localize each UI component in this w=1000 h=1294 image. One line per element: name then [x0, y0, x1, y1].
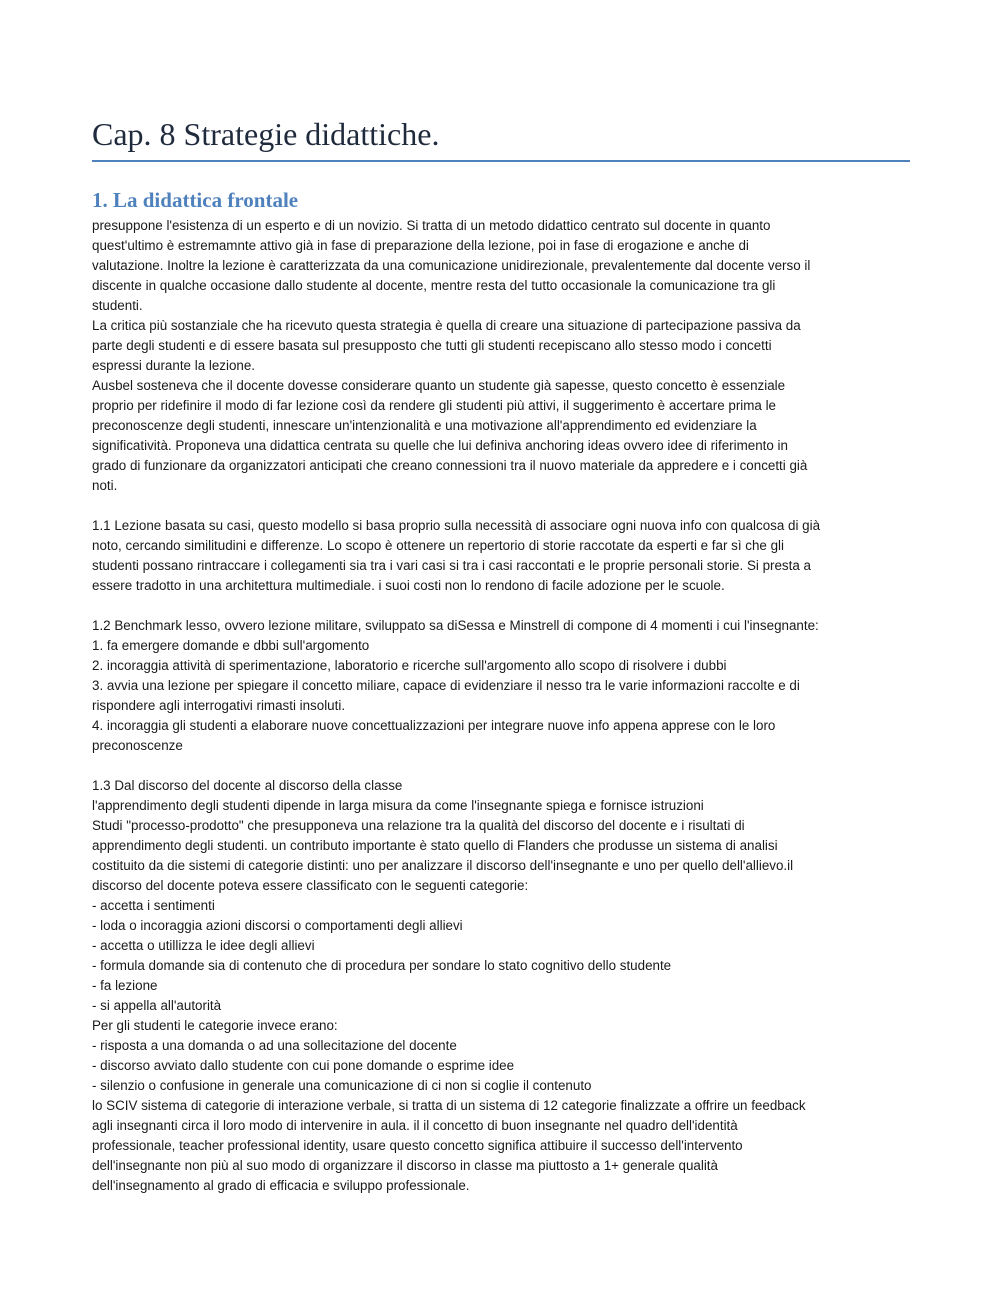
- text-line: - risposta a una domanda o ad una sollecitazione del docente: [92, 1038, 457, 1053]
- text-line: - loda o incoraggia azioni discorsi o comportamenti degli allievi: [92, 918, 463, 933]
- text-line: - accetta o utillizza le idee degli allievi: [92, 938, 315, 953]
- text-line: preconoscenze degli studenti, innescare un'intenzionalità e una motivazione all'apprendimento ed evidenziare la: [92, 418, 757, 433]
- text-line: - si appella all'autorità: [92, 998, 222, 1013]
- text-line: preconoscenze: [92, 738, 183, 753]
- text-line: lo SCIV sistema di categorie di interazione verbale, si tratta di un sistema di 12 categorie finalizzate a offrire un feedback: [92, 1098, 806, 1113]
- text-line: Studi "processo-prodotto" che presupponeva una relazione tra la qualità del discorso del docente e i risultati di: [92, 818, 745, 833]
- text-line: parte degli studenti e di essere basata sul presupposto che tutti gli studenti recepiscano allo stesso modo i concetti: [92, 338, 772, 353]
- section-title: 1. La didattica frontale: [92, 188, 299, 212]
- document-page: [92, 112, 910, 1196]
- text-line: studenti.: [92, 298, 143, 313]
- text-line: - discorso avviato dallo studente con cui pone domande o esprime idee: [92, 1058, 515, 1073]
- text-line: quest'ultimo è estremamnte attivo già in fase di preparazione della lezione, poi in fase di erogazione e anche di: [92, 238, 749, 253]
- text-line: La critica più sostanziale che ha ricevuto questa strategia è quella di creare una situazione di partecipazione passiva da: [92, 318, 801, 333]
- text-line: l'apprendimento degli studenti dipende in larga misura da come l'insegnante spiega e fornisce istruzioni: [92, 798, 704, 813]
- text-line: - formula domande sia di contenuto che di procedura per sondare lo stato cognitivo dello studente: [92, 958, 672, 973]
- text-line: 1. fa emergere domande e dbbi sull'argomento: [92, 638, 370, 653]
- blank-line: [92, 496, 910, 516]
- text-line: 1.2 Benchmark lesso, ovvero lezione militare, sviluppato sa diSessa e Minstrell di compone di 4 momenti i cui l'insegnante:: [92, 618, 819, 633]
- text-line: significatività. Proponeva una didattica centrata su quelle che lui definiva anchoring ideas ovvero idee di riferimento in: [92, 438, 788, 453]
- text-line: dell'insegnante non più al suo modo di organizzare il discorso in classe ma piuttosto a 1+ generale qualità: [92, 1158, 718, 1173]
- text-line: 3. avvia una lezione per spiegare il concetto miliare, capace di evidenziare il nesso tra le varie informazioni raccolte e di: [92, 678, 800, 693]
- text-line: 1.3 Dal discorso del docente al discorso della classe: [92, 778, 403, 793]
- text-line: - fa lezione: [92, 978, 158, 993]
- body-text: [92, 216, 910, 1196]
- blank-line: [92, 756, 910, 776]
- text-line: apprendimento degli studenti. un contributo importante è stato quello di Flanders che produsse un sistema di analisi: [92, 838, 778, 853]
- text-line: presuppone l'esistenza di un esperto e di un novizio. Si tratta di un metodo didattico centrato sul docente in quanto: [92, 218, 771, 233]
- text-line: Ausbel sosteneva che il docente dovesse considerare quanto un studente già sapesse, questo concetto è essenziale: [92, 378, 786, 393]
- text-line: discorso del docente poteva essere classificato con le seguenti categorie:: [92, 878, 529, 893]
- text-line: studenti possano rintraccare i collegamenti sia tra i vari casi si tra i casi raccontati e le proprie personali storie. Si presta a: [92, 558, 811, 573]
- text-line: professionale, teacher professional identity, usare questo concetto significa attibuire il successo dell'intervento: [92, 1138, 743, 1153]
- text-line: grado di funzionare da organizzatori anticipati che creano connessioni tra il nuovo materiale da appredere e i concetti già: [92, 458, 808, 473]
- text-line: espressi durante la lezione.: [92, 358, 256, 373]
- text-line: - silenzio o confusione in generale una comunicazione di ci non si coglie il contenuto: [92, 1078, 592, 1093]
- text-line: agli insegnanti circa il loro modo di intervenire in aula. il il concetto di buon insegnante nel quadro dell'identità: [92, 1118, 738, 1133]
- blank-line: [92, 596, 910, 616]
- text-line: essere tradotto in una architettura multimediale. i suoi costi non lo rendono di facile adozione per le scuole.: [92, 578, 725, 593]
- text-line: discente in qualche occasione dallo studente al docente, mentre resta del tutto occasionale la comunicazione tra gli: [92, 278, 776, 293]
- chapter-title: Cap. 8 Strategie didattiche.: [92, 112, 910, 162]
- text-line: 1.1 Lezione basata su casi, questo modello si basa proprio sulla necessità di associare ogni nuova info con qualcosa di già: [92, 518, 821, 533]
- text-line: dell'insegnamento al grado di efficacia e sviluppo professionale.: [92, 1178, 470, 1193]
- text-line: costituito da die sistemi di categorie distinti: uno per analizzare il discorso dell'insegnante e uno per quello dell'allievo.il: [92, 858, 794, 873]
- text-line: proprio per ridefinire il modo di far lezione così da rendere gli studenti più attivi, il suggerimento è accertare prima le: [92, 398, 777, 413]
- text-line: rispondere agli interrogativi rimasti insoluti.: [92, 698, 346, 713]
- text-line: Per gli studenti le categorie invece erano:: [92, 1018, 338, 1033]
- text-line: valutazione. Inoltre la lezione è caratterizzata da una comunicazione unidirezionale, prevalentemente dal docente verso il: [92, 258, 811, 273]
- text-line: 2. incoraggia attività di sperimentazione, laboratorio e ricerche sull'argomento allo scopo di risolvere i dubbi: [92, 658, 727, 673]
- text-line: - accetta i sentimenti: [92, 898, 215, 913]
- text-line: noti.: [92, 478, 118, 493]
- text-line: noto, cercando similitudini e differenze. Lo scopo è ottenere un repertorio di storie raccotate da esperti e far sì che gli: [92, 538, 784, 553]
- text-line: 4. incoraggia gli studenti a elaborare nuove concettualizzazioni per integrare nuove info appena apprese con le loro: [92, 718, 776, 733]
